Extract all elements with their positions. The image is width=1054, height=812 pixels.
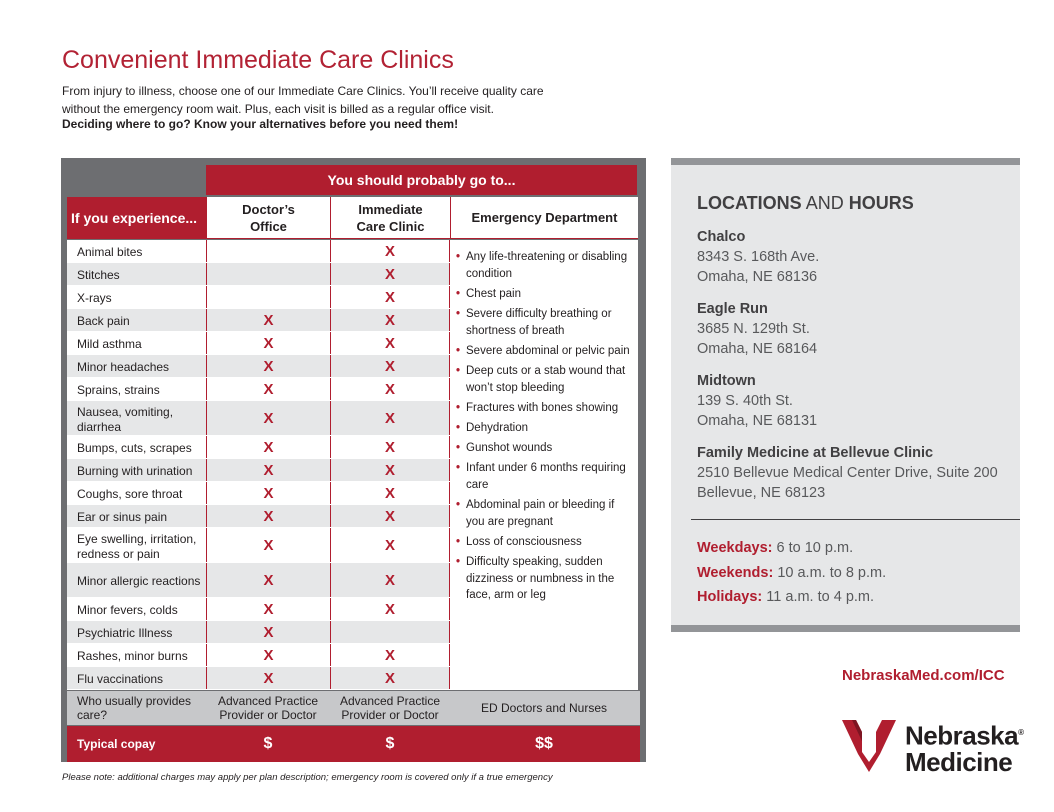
ed-list-item: • Severe abdominal or pelvic pain (456, 343, 632, 360)
copay-label: Typical copay (77, 737, 156, 751)
doctor-office-cell: X (206, 401, 330, 435)
brand-line-2: Medicine (905, 746, 1013, 777)
nebraska-medicine-logo (840, 716, 1030, 776)
immediate-care-column-header (330, 197, 450, 239)
intro-line-1: From injury to illness, choose one of our Immediate Care Clinics. You’ll receive quality care (62, 84, 544, 98)
doctor-office-cell: X (206, 644, 330, 666)
location-name: Eagle Run (697, 301, 768, 317)
immediate-care-cell: X (330, 598, 450, 620)
immediate-care-cell: X (330, 401, 450, 435)
location-entry (697, 371, 817, 431)
icc-header-line-1: Immediate (358, 201, 423, 217)
hours-value: 6 to 10 p.m. (776, 540, 854, 556)
symptom-cell: Ear or sinus pain (67, 505, 206, 527)
symptom-cell: Stitches (67, 263, 206, 285)
immediate-care-cell: X (330, 240, 450, 262)
copay-ed: $$ (535, 735, 553, 752)
symptom-cell: Nausea, vomiting, diarrhea (67, 401, 206, 435)
website-link[interactable]: NebraskaMed.com/ICC (842, 667, 1005, 684)
symptom-cell: Coughs, sore throat (67, 482, 206, 504)
immediate-care-cell: X (330, 355, 450, 377)
hours-weekends (697, 565, 886, 581)
hours-label: Weekdays: (697, 540, 773, 556)
immediate-care-cell: X (330, 332, 450, 354)
symptom-cell: Minor allergic reactions (67, 563, 206, 597)
symptom-cell: Rashes, minor burns (67, 644, 206, 666)
location-entry (697, 227, 819, 287)
brand-wordmark (905, 720, 1023, 775)
intro-line-2: without the emergency room wait. Plus, each visit is billed as a regular office visit. (62, 102, 494, 116)
who-provides-label: Who usually provides care? (77, 694, 192, 722)
symptom-cell: Sprains, strains (67, 378, 206, 400)
symptom-cell: Minor fevers, colds (67, 598, 206, 620)
doctor-office-cell: X (206, 378, 330, 400)
location-city: Bellevue, NE 68123 (697, 485, 826, 501)
copay-icc: $ (385, 735, 395, 752)
column-header-row (67, 197, 640, 239)
locations-title-a: LOCATIONS (697, 193, 802, 213)
immediate-care-cell: X (330, 378, 450, 400)
hours-weekdays (697, 540, 853, 556)
doctor-office-cell: X (206, 598, 330, 620)
immediate-care-cell: X (330, 482, 450, 504)
symptom-cell: Flu vaccinations (67, 667, 206, 689)
symptom-cell: Psychiatric Illness (67, 621, 206, 643)
doctor-office-cell: X (206, 667, 330, 689)
doctor-office-cell: X (206, 563, 330, 597)
symptom-cell: Burning with urination (67, 459, 206, 481)
immediate-care-cell: X (330, 309, 450, 331)
doctor-office-cell: X (206, 459, 330, 481)
location-name: Family Medicine at Bellevue Clinic (697, 445, 934, 461)
symptom-cell: Bumps, cuts, scrapes (67, 436, 206, 458)
immediate-care-cell: X (330, 667, 450, 689)
locations-title-b: HOURS (848, 193, 914, 213)
symptom-cell: Mild asthma (67, 332, 206, 354)
n-mark-icon (840, 716, 898, 774)
who-provides-row (67, 691, 640, 725)
who-provides-icc: Advanced Practice Provider or Doctor (339, 694, 441, 722)
immediate-care-cell: X (330, 644, 450, 666)
location-address: 139 S. 40th St. (697, 393, 793, 409)
doctor-office-cell: X (206, 482, 330, 504)
symptom-cell: Eye swelling, irritation, redness or pain (67, 528, 206, 562)
hours-label: Weekends: (697, 565, 774, 581)
doctor-header-line-1: Doctor’s (242, 201, 295, 217)
location-entry (697, 299, 817, 359)
ed-list-item: • Chest pain (456, 286, 632, 303)
intro-text (62, 82, 622, 118)
locations-panel (671, 158, 1020, 632)
ed-list-item: • Severe difficulty breathing or shortness of breath (456, 306, 632, 339)
who-provides-doctor: Advanced Practice Provider or Doctor (217, 694, 319, 722)
locations-divider (691, 519, 1020, 520)
copay-doctor: $ (263, 735, 273, 752)
doctor-office-column-header (206, 197, 330, 239)
table-top-header: You should probably go to... (206, 165, 637, 195)
ed-list-item: • Infant under 6 months requiring care (456, 460, 632, 493)
footnote: Please note: additional charges may apply per plan description; emergency room is covered only if a true emergency (62, 772, 553, 783)
location-city: Omaha, NE 68131 (697, 413, 818, 429)
immediate-care-cell: X (330, 436, 450, 458)
locations-title-and: AND (805, 193, 844, 213)
locations-title (697, 193, 914, 214)
ed-list-item: • Dehydration (456, 420, 632, 437)
location-address: 8343 S. 168th Ave. (697, 249, 820, 265)
emergency-department-list (450, 240, 638, 690)
ed-list-item: • Any life-threatening or disabling condition (456, 249, 632, 282)
ed-list-item: • Gunshot wounds (456, 440, 632, 457)
intro-bold-text: Deciding where to go? Know your alternatives before you need them! (62, 117, 459, 131)
symptom-cell: Minor headaches (67, 355, 206, 377)
location-address: 2510 Bellevue Medical Center Drive, Suite 200 (697, 465, 998, 481)
symptom-cell: Animal bites (67, 240, 206, 262)
brand-line-1: Nebraska (905, 720, 1019, 751)
location-name: Midtown (697, 373, 756, 389)
care-comparison-table (61, 158, 646, 762)
hours-value: 10 a.m. to 8 p.m. (777, 565, 887, 581)
icc-header-line-2: Care Clinic (356, 218, 425, 234)
doctor-office-cell: X (206, 332, 330, 354)
immediate-care-cell: X (330, 528, 450, 562)
symptom-cell: X-rays (67, 286, 206, 308)
page-title: Convenient Immediate Care Clinics (62, 46, 454, 74)
typical-copay-row (67, 726, 640, 762)
ed-list-item: • Deep cuts or a stab wound that won’t stop bleeding (456, 363, 632, 396)
location-address: 3685 N. 129th St. (697, 321, 810, 337)
symptom-cell: Back pain (67, 309, 206, 331)
immediate-care-cell: X (330, 286, 450, 308)
doctor-office-cell: X (206, 505, 330, 527)
emergency-department-column-header: Emergency Department (450, 197, 638, 239)
immediate-care-cell: X (330, 505, 450, 527)
doctor-office-cell (206, 286, 330, 308)
doctor-office-cell: X (206, 436, 330, 458)
immediate-care-cell: X (330, 459, 450, 481)
location-name: Chalco (697, 229, 746, 245)
who-provides-ed: ED Doctors and Nurses (480, 701, 608, 715)
doctor-office-cell: X (206, 355, 330, 377)
registered-mark: ® (1018, 728, 1024, 737)
symptom-column-header: If you experience... (67, 197, 206, 239)
doctor-office-cell (206, 240, 330, 262)
immediate-care-cell: X (330, 263, 450, 285)
location-entry (697, 443, 998, 503)
location-city: Omaha, NE 68136 (697, 269, 818, 285)
doctor-header-line-2: Office (250, 218, 287, 234)
ed-list-item: • Fractures with bones showing (456, 400, 632, 417)
hours-holidays (697, 589, 874, 605)
doctor-office-cell (206, 263, 330, 285)
hours-value: 11 a.m. to 4 p.m. (766, 589, 875, 605)
ed-list-item: • Difficulty speaking, sudden dizziness or numbness in the face, arm or leg (456, 554, 632, 604)
header-spacer (67, 164, 206, 197)
doctor-office-cell: X (206, 621, 330, 643)
doctor-office-cell: X (206, 528, 330, 562)
immediate-care-cell (330, 621, 450, 643)
ed-list-item: • Loss of consciousness (456, 534, 632, 551)
immediate-care-cell: X (330, 563, 450, 597)
location-city: Omaha, NE 68164 (697, 341, 818, 357)
ed-list-item: • Abdominal pain or bleeding if you are pregnant (456, 497, 632, 530)
doctor-office-cell: X (206, 309, 330, 331)
hours-label: Holidays: (697, 589, 763, 605)
